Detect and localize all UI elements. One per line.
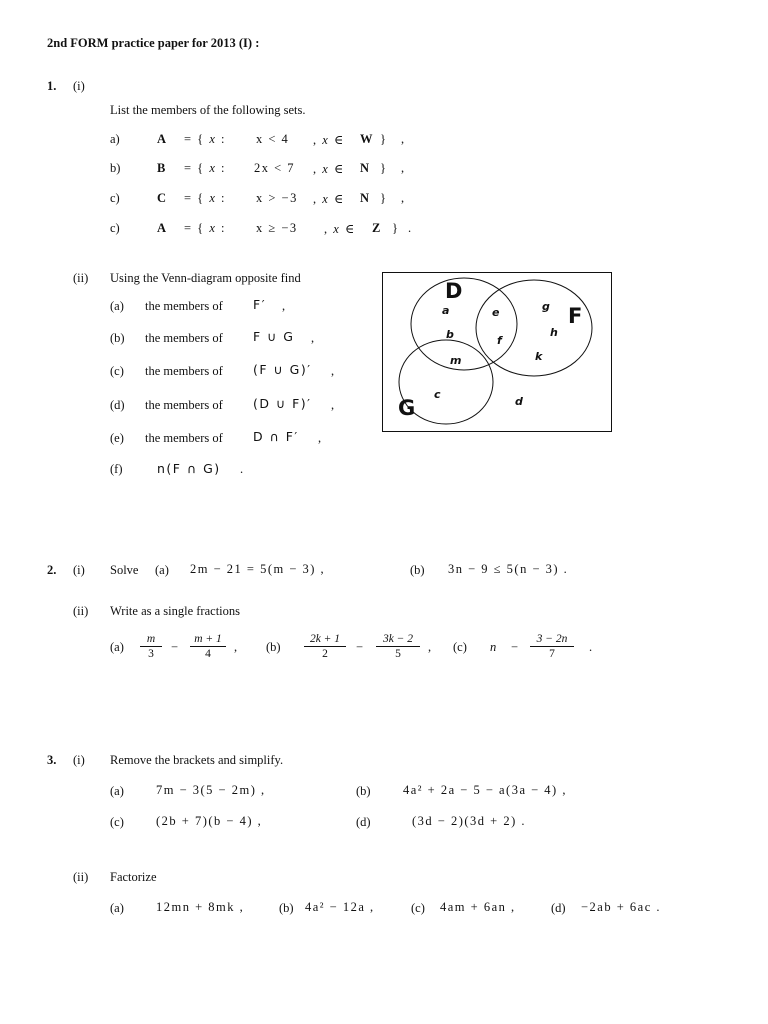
set-domain: N: [360, 161, 370, 175]
venn-diagram: [382, 272, 612, 432]
set-item-label: a): [110, 132, 120, 146]
factor-item-expr: −2ab + 6ac .: [581, 900, 661, 914]
q2-solve-label: Solve: [110, 563, 139, 577]
venn-item-expr: D ∩ F′: [253, 429, 299, 444]
fraction: [304, 632, 346, 661]
set-condition: x < 4: [256, 132, 290, 146]
set-name: C: [157, 191, 167, 205]
set-name: B: [157, 161, 166, 175]
set-membership: , x ∈: [313, 162, 345, 176]
set-close: }: [380, 191, 388, 205]
expand-item-expr: 4a² + 2a − 5 − a(3a − 4) ,: [403, 783, 567, 797]
venn-item-label: (a): [110, 299, 124, 313]
comma: ,: [428, 640, 432, 654]
q2-part-ii-label: (ii): [73, 604, 89, 618]
set-close: }: [380, 132, 388, 146]
set-close: }: [380, 161, 388, 175]
fraction-denominator: 7: [549, 648, 555, 660]
set-domain: Z: [372, 221, 381, 235]
q2-a-label: (a): [155, 563, 169, 577]
q3-factorize-label: Factorize: [110, 870, 157, 884]
factor-item-label: (a): [110, 901, 124, 915]
minus-sign: −: [356, 640, 364, 654]
venn-item-end: ,: [331, 364, 335, 378]
set-condition: x ≥ −3: [256, 221, 298, 235]
venn-element: d: [515, 395, 523, 408]
venn-element: k: [535, 350, 543, 363]
q2-b-expression: 3n − 9 ≤ 5(n − 3) .: [448, 562, 569, 576]
q3-instruction: Remove the brackets and simplify.: [110, 753, 284, 767]
q3-part-i-label: (i): [73, 753, 85, 767]
venn-item-end: ,: [331, 398, 335, 412]
set-end: ,: [401, 161, 405, 175]
venn-element: a: [442, 304, 450, 317]
fraction-numerator: m + 1: [190, 632, 226, 647]
expand-item-label: (a): [110, 784, 124, 798]
venn-element: e: [492, 306, 500, 319]
factor-item-label: (c): [411, 901, 425, 915]
q2-fractions-instruction: Write as a single fractions: [110, 604, 241, 618]
venn-instruction: Using the Venn-diagram opposite find: [110, 271, 301, 285]
fraction-item-label: (c): [453, 640, 467, 654]
factor-item-expr: 4am + 6an ,: [440, 900, 516, 914]
fraction-numerator: m: [140, 632, 162, 647]
venn-set-label-d: D: [445, 279, 463, 303]
set-condition: 2x < 7: [254, 161, 296, 175]
question-1-number: 1.: [47, 79, 57, 93]
venn-item-label: (f): [110, 462, 123, 476]
period: .: [589, 640, 593, 654]
fraction-denominator: 3: [148, 648, 154, 660]
q2-a-expression: 2m − 21 = 5(m − 3) ,: [190, 562, 326, 576]
question-2-number: 2.: [47, 563, 57, 577]
venn-item-expr: (D ∪ F)′: [253, 396, 312, 411]
set-equals: = { x :: [184, 132, 226, 146]
fraction-denominator: 5: [395, 648, 401, 660]
venn-item-text: the members of: [145, 299, 223, 313]
expand-item-expr: 7m − 3(5 − 2m) ,: [156, 783, 266, 797]
fraction-lead-term: n: [490, 640, 497, 654]
expand-item-label: (b): [356, 784, 371, 798]
fraction-numerator: 3 − 2n: [530, 632, 574, 647]
set-equals: = { x :: [184, 221, 226, 235]
set-condition: x > −3: [256, 191, 298, 205]
fraction-denominator: 4: [205, 648, 211, 660]
expand-item-expr: (2b + 7)(b − 4) ,: [156, 814, 263, 828]
page-title: 2nd FORM practice paper for 2013 (I) :: [47, 36, 260, 50]
fraction-item-label: (b): [266, 640, 281, 654]
set-equals: = { x :: [184, 191, 226, 205]
set-end: ,: [401, 132, 405, 146]
set-close: }: [392, 221, 400, 235]
expand-item-expr: (3d − 2)(3d + 2) .: [412, 814, 526, 828]
venn-item-expr: F ∪ G: [253, 329, 295, 344]
venn-element: b: [446, 328, 454, 341]
fraction-numerator: 3k − 2: [376, 632, 420, 647]
set-item-label: c): [110, 191, 120, 205]
question-3-number: 3.: [47, 753, 57, 767]
venn-item-label: (d): [110, 398, 125, 412]
q2-b-label: (b): [410, 563, 425, 577]
venn-item-text: the members of: [145, 431, 223, 445]
set-equals: = { x :: [184, 161, 226, 175]
factor-item-expr: 12mn + 8mk ,: [156, 900, 245, 914]
expand-item-label: (c): [110, 815, 124, 829]
set-end: ,: [401, 191, 405, 205]
minus-sign: −: [511, 640, 519, 654]
venn-element: c: [434, 388, 441, 401]
venn-circle-f: [476, 280, 592, 376]
venn-set-label-f: F: [568, 304, 583, 328]
venn-item-text: the members of: [145, 364, 223, 378]
venn-circle-d: [411, 278, 517, 370]
venn-item-end: ,: [282, 299, 286, 313]
fraction-item-label: (a): [110, 640, 124, 654]
q1-part-i-label: (i): [73, 79, 85, 93]
venn-set-label-g: G: [398, 396, 416, 420]
q1-part-ii-label: (ii): [73, 271, 89, 285]
venn-item-text: the members of: [145, 331, 223, 345]
factor-item-label: (b): [279, 901, 294, 915]
set-name: A: [157, 221, 167, 235]
fraction: [140, 632, 162, 661]
venn-item-end: ,: [311, 331, 315, 345]
set-domain: N: [360, 191, 370, 205]
set-name: A: [157, 132, 167, 146]
venn-item-expr: n(F ∩ G): [157, 461, 221, 476]
expand-item-label: (d): [356, 815, 371, 829]
venn-item-end: .: [240, 462, 244, 476]
venn-element: h: [550, 326, 558, 339]
fraction: [190, 632, 226, 661]
q2-part-i-label: (i): [73, 563, 85, 577]
comma: ,: [234, 640, 238, 654]
fraction-numerator: 2k + 1: [304, 632, 346, 647]
venn-item-label: (e): [110, 431, 124, 445]
set-domain: W: [360, 132, 373, 146]
factor-item-label: (d): [551, 901, 566, 915]
set-membership: , x ∈: [313, 133, 345, 147]
fraction: [376, 632, 420, 661]
fraction: [530, 632, 574, 661]
q1-instruction: List the members of the following sets.: [110, 103, 306, 117]
set-membership: , x ∈: [313, 192, 345, 206]
factor-item-expr: 4a² − 12a ,: [305, 900, 375, 914]
venn-item-end: ,: [318, 431, 322, 445]
venn-item-text: the members of: [145, 398, 223, 412]
set-item-label: b): [110, 161, 121, 175]
set-end: .: [408, 221, 412, 235]
set-item-label: c): [110, 221, 120, 235]
minus-sign: −: [171, 640, 179, 654]
venn-item-label: (c): [110, 364, 124, 378]
venn-item-label: (b): [110, 331, 125, 345]
venn-element: m: [450, 354, 462, 367]
venn-element: f: [497, 334, 502, 347]
venn-item-expr: F′: [253, 297, 267, 312]
venn-element: g: [542, 300, 550, 313]
fraction-denominator: 2: [322, 648, 328, 660]
q3-part-ii-label: (ii): [73, 870, 89, 884]
set-membership: , x ∈: [324, 222, 356, 236]
venn-item-expr: (F ∪ G)′: [253, 362, 312, 377]
